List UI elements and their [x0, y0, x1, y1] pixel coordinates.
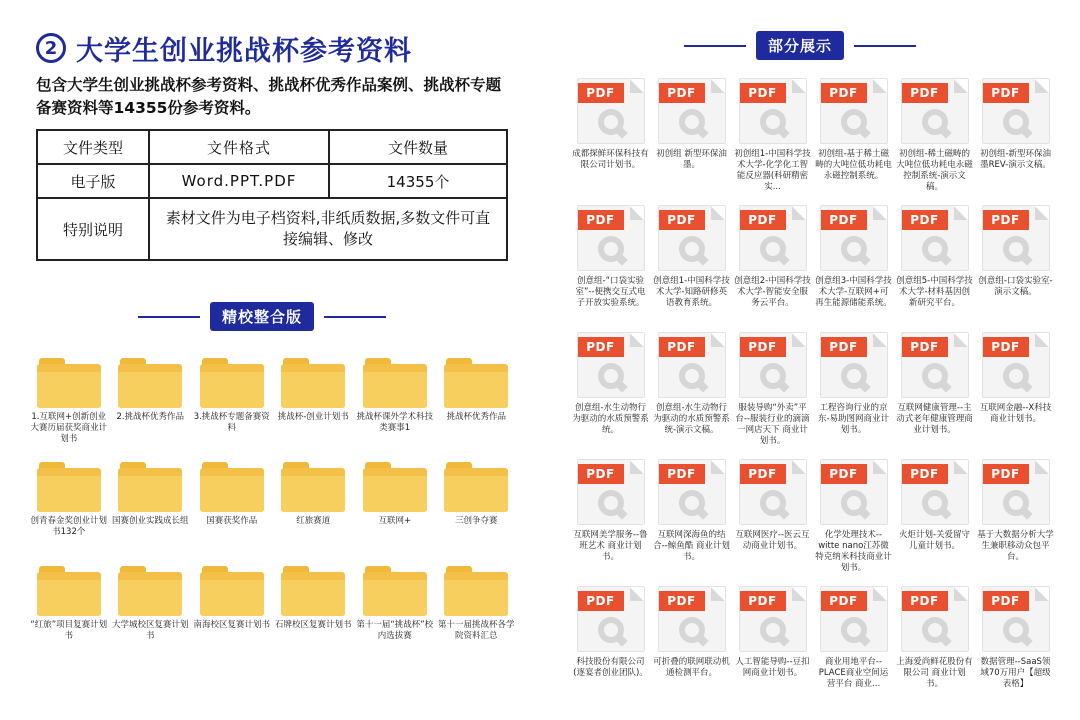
- pdf-file-icon: [982, 586, 1050, 652]
- pdf-badge: PDF: [740, 337, 786, 357]
- folder-icon: [281, 462, 345, 512]
- pdf-document-item[interactable]: [651, 332, 732, 459]
- folder-icon: [118, 358, 182, 408]
- pdf-file-icon: [739, 459, 807, 525]
- pdf-document-label: 创意组3-中国科学技术大学-互联网+可再生能源储能系统。: [815, 276, 892, 308]
- pdf-badge: PDF: [578, 591, 624, 611]
- left-section-label: 精校整合版: [210, 302, 314, 331]
- folder-icon: [444, 462, 508, 512]
- intro-paragraph: 包含大学生创业挑战杯参考资料、挑战杯优秀作品案例、挑战杯专题备赛资料等14355份参考资料。: [36, 76, 502, 117]
- pdf-badge: PDF: [821, 210, 867, 230]
- pdf-document-label: 初创组-新型环保油墨REV-演示文稿。: [979, 149, 1052, 170]
- pdf-badge: PDF: [659, 83, 705, 103]
- folder-label: 第十一届挑战杯各学院资料汇总: [437, 620, 515, 641]
- folder-item[interactable]: [191, 462, 273, 566]
- pdf-document-label: 初创组 新型环保油墨。: [656, 149, 727, 170]
- pdf-document-label: 人工智能导购--豆扣网商业计划书。: [735, 657, 810, 678]
- pdf-document-label: 工程咨询行业的京东-易助图网商业计划书。: [817, 403, 890, 435]
- pdf-document-item[interactable]: [894, 332, 975, 459]
- pdf-document-item[interactable]: [975, 78, 1056, 205]
- pdf-document-item[interactable]: [651, 459, 732, 586]
- folder-label: 挑战杯课外学术科技类赛事1: [356, 412, 433, 433]
- pdf-document-item[interactable]: [894, 205, 975, 332]
- pdf-document-label: 成都探鲜环保科技有限公司计划书。: [572, 149, 649, 170]
- divider-line: [138, 316, 200, 318]
- pdf-badge: PDF: [659, 591, 705, 611]
- table-cell-format: Word.PPT.PDF: [149, 164, 329, 198]
- pdf-document-label: 上海爱尚鲜花股份有限公司 商业计划书。: [896, 657, 973, 689]
- pdf-file-icon: [820, 332, 888, 398]
- pdf-document-item[interactable]: [975, 332, 1056, 459]
- folder-label: 三创争夺赛: [454, 516, 498, 526]
- pdf-badge: PDF: [578, 210, 624, 230]
- pdf-file-icon: [820, 78, 888, 144]
- pdf-file-icon: [820, 586, 888, 652]
- pdf-document-label: 火炬计划-关爱留守儿童计划书。: [898, 530, 971, 551]
- pdf-document-label: 互联网美学服务--鲁班艺术 商业计划书。: [573, 530, 648, 562]
- pdf-file-icon: [577, 205, 645, 271]
- pdf-badge: PDF: [740, 591, 786, 611]
- folder-item[interactable]: [110, 566, 192, 670]
- pdf-file-icon: [577, 586, 645, 652]
- folder-item[interactable]: [273, 566, 355, 670]
- pdf-document-label: 创意组-水生动物行为驱动的水质预警系统-演示文稿。: [653, 403, 730, 435]
- pdf-document-label: 互联网金融--X科技 商业计划书。: [979, 403, 1052, 424]
- pdf-document-label: 服装导购“外卖”平台--服装行业的滴滴一网店天下 商业计划书。: [735, 403, 810, 446]
- pdf-badge: PDF: [821, 337, 867, 357]
- pdf-document-item[interactable]: [894, 586, 975, 713]
- pdf-badge: PDF: [659, 210, 705, 230]
- pdf-document-item[interactable]: [651, 586, 732, 713]
- folder-icon: [37, 462, 101, 512]
- pdf-document-label: 创意组-口袋实验室-演示文稿。: [978, 276, 1053, 297]
- folder-item[interactable]: [273, 358, 355, 462]
- pdf-badge: PDF: [983, 591, 1029, 611]
- folder-item[interactable]: [436, 358, 518, 462]
- folder-item[interactable]: [436, 566, 518, 670]
- pdf-file-icon: [820, 205, 888, 271]
- pdf-badge: PDF: [983, 337, 1029, 357]
- folder-icon: [37, 566, 101, 616]
- folder-label: 国赛获奖作品: [206, 516, 258, 526]
- table-header-cell: 文件类型: [37, 130, 149, 164]
- pdf-badge: PDF: [578, 337, 624, 357]
- pdf-file-icon: [739, 78, 807, 144]
- pdf-badge: PDF: [740, 210, 786, 230]
- folder-icon: [444, 358, 508, 408]
- pdf-document-label: 创意组2-中国科学技术大学-智能安全服务云平台。: [734, 276, 811, 308]
- title-row: [36, 28, 412, 68]
- pdf-document-item[interactable]: [570, 332, 651, 459]
- pdf-file-icon: [982, 205, 1050, 271]
- folder-label: 国赛创业实践成长组: [111, 516, 189, 526]
- folder-label: 挑战杯优秀作品: [446, 412, 506, 422]
- pdf-badge: PDF: [578, 464, 624, 484]
- pdf-file-icon: [658, 78, 726, 144]
- document-grid: [570, 78, 1070, 713]
- pdf-document-item[interactable]: [975, 459, 1056, 586]
- folder-label: 3.挑战杯专题备赛资料: [193, 412, 270, 433]
- pdf-badge: PDF: [902, 337, 948, 357]
- folder-label: 南海校区复赛计划书: [193, 620, 270, 630]
- pdf-document-item[interactable]: [975, 205, 1056, 332]
- pdf-document-item[interactable]: [732, 459, 813, 586]
- pdf-badge: PDF: [902, 591, 948, 611]
- table-header-cell: 文件数量: [329, 130, 507, 164]
- folder-icon: [200, 566, 264, 616]
- folder-label: 挑战杯-创业计划书: [277, 412, 349, 422]
- table-note-row: [37, 198, 507, 260]
- pdf-file-icon: [901, 586, 969, 652]
- pdf-document-label: 创意组-“口袋实验室”--便携交互式电子开放实验系统。: [575, 276, 646, 308]
- pdf-badge: PDF: [902, 464, 948, 484]
- folder-label: 大学城校区复赛计划书: [111, 620, 189, 641]
- table-header-cell: 文件格式: [149, 130, 329, 164]
- pdf-file-icon: [739, 332, 807, 398]
- pdf-document-label: 可折叠的联网联动机通检测平台。: [653, 657, 730, 678]
- pdf-document-item[interactable]: [570, 459, 651, 586]
- pdf-document-item[interactable]: [732, 332, 813, 459]
- pdf-document-item[interactable]: [813, 586, 894, 713]
- pdf-badge: PDF: [740, 464, 786, 484]
- pdf-document-item[interactable]: [813, 332, 894, 459]
- pdf-document-item[interactable]: [651, 78, 732, 205]
- pdf-file-icon: [739, 205, 807, 271]
- pdf-file-icon: [901, 332, 969, 398]
- pdf-file-icon: [901, 459, 969, 525]
- section-number-badge: 2: [36, 33, 66, 63]
- pdf-file-icon: [577, 332, 645, 398]
- folder-icon: [363, 462, 427, 512]
- pdf-document-item[interactable]: [732, 586, 813, 713]
- right-section-label: 部分展示: [756, 31, 844, 60]
- table-header-row: [37, 130, 507, 164]
- pdf-file-icon: [982, 78, 1050, 144]
- pdf-document-item[interactable]: [975, 586, 1056, 713]
- table-cell-type: 电子版: [37, 164, 149, 198]
- pdf-document-label: 科技股份有限公司(逐宴者创业团队)。: [573, 657, 648, 678]
- pdf-document-label: 初创组-基于稀土磁畴的大吨位低功耗电永磁控制系统。: [815, 149, 892, 181]
- pdf-document-item[interactable]: [813, 205, 894, 332]
- folder-label: 互联网+: [378, 516, 412, 526]
- pdf-file-icon: [658, 332, 726, 398]
- pdf-file-icon: [739, 586, 807, 652]
- folder-grid: [28, 358, 518, 670]
- table-note-text: 素材文件为电子档资料,非纸质数据,多数文件可直接编辑、修改: [149, 198, 507, 260]
- folder-item[interactable]: [28, 462, 110, 566]
- divider-line: [324, 316, 386, 318]
- pdf-badge: PDF: [983, 83, 1029, 103]
- pdf-document-item[interactable]: [651, 205, 732, 332]
- folder-item[interactable]: [354, 566, 436, 670]
- pdf-document-item[interactable]: [570, 586, 651, 713]
- pdf-file-icon: [982, 459, 1050, 525]
- pdf-badge: PDF: [740, 83, 786, 103]
- pdf-badge: PDF: [821, 591, 867, 611]
- folder-item[interactable]: [28, 566, 110, 670]
- folder-icon: [281, 358, 345, 408]
- folder-item[interactable]: [354, 358, 436, 462]
- right-section-header: [684, 31, 916, 60]
- pdf-document-item[interactable]: [813, 78, 894, 205]
- left-section-header: [138, 302, 386, 331]
- folder-icon: [363, 358, 427, 408]
- pdf-document-label: 互联网健康管理--主动式老年健康管理商业计划书。: [896, 403, 973, 435]
- pdf-file-icon: [901, 78, 969, 144]
- folder-label: 石牌校区复赛计划书: [274, 620, 352, 630]
- pdf-document-item[interactable]: [732, 78, 813, 205]
- folder-icon: [200, 358, 264, 408]
- pdf-document-label: 创意组5-中国科学技术大学-材料基因创新研究平台。: [896, 276, 973, 308]
- pdf-badge: PDF: [902, 210, 948, 230]
- folder-item[interactable]: [354, 462, 436, 566]
- pdf-badge: PDF: [578, 83, 624, 103]
- pdf-document-label: 创意组1-中国科学技术大学-知路研修英语教育系统。: [653, 276, 730, 308]
- pdf-file-icon: [982, 332, 1050, 398]
- folder-item[interactable]: [436, 462, 518, 566]
- folder-item[interactable]: [110, 358, 192, 462]
- folder-item[interactable]: [28, 358, 110, 462]
- folder-icon: [200, 462, 264, 512]
- pdf-document-label: 互联网深海鱼的结合--鲸鱼酷 商业计划书。: [653, 530, 730, 562]
- pdf-badge: PDF: [983, 464, 1029, 484]
- pdf-document-item[interactable]: [732, 205, 813, 332]
- pdf-file-icon: [658, 205, 726, 271]
- pdf-badge: PDF: [659, 337, 705, 357]
- folder-label: 2.挑战杯优秀作品: [116, 412, 185, 422]
- folder-icon: [444, 566, 508, 616]
- folder-label: 1.互联网+创新创业大赛历届获奖商业计划书: [30, 412, 107, 444]
- folder-icon: [363, 566, 427, 616]
- pdf-document-item[interactable]: [813, 459, 894, 586]
- pdf-document-label: 创意组-水生动物行为驱动的水质预警系统。: [572, 403, 649, 435]
- folder-label: 创青春金奖创业计划书132个: [30, 516, 107, 537]
- pdf-document-item[interactable]: [894, 78, 975, 205]
- table-row: [37, 164, 507, 198]
- pdf-file-icon: [658, 586, 726, 652]
- page-title: 大学生创业挑战杯参考资料: [76, 35, 412, 67]
- pdf-badge: PDF: [902, 83, 948, 103]
- folder-item[interactable]: [191, 358, 273, 462]
- table-cell-count: 14355个: [329, 164, 507, 198]
- pdf-document-label: 数据管理--SaaS领域70万用户【超级表格】: [980, 657, 1051, 689]
- pdf-document-item[interactable]: [894, 459, 975, 586]
- pdf-document-label: 基于大数据分析大学生兼职移动众包平台。: [977, 530, 1054, 562]
- divider-line: [854, 45, 916, 47]
- pdf-document-label: 互联网医疗--医云互动商业计划书。: [735, 530, 810, 551]
- pdf-badge: PDF: [983, 210, 1029, 230]
- pdf-file-icon: [901, 205, 969, 271]
- pdf-document-label: 商业用地平台--PLACE商业空间运营平台 商业...: [818, 657, 889, 689]
- table-note-label: 特别说明: [37, 198, 149, 260]
- divider-line: [684, 45, 746, 47]
- folder-icon: [281, 566, 345, 616]
- folder-label: 红旅赛道: [296, 516, 331, 526]
- folder-item[interactable]: [110, 462, 192, 566]
- info-table: [36, 129, 508, 261]
- pdf-document-item[interactable]: [570, 78, 651, 205]
- pdf-badge: PDF: [821, 83, 867, 103]
- folder-label: 第十一届“挑战杯”校内选拔赛: [356, 620, 434, 641]
- pdf-file-icon: [658, 459, 726, 525]
- pdf-badge: PDF: [821, 464, 867, 484]
- pdf-badge: PDF: [659, 464, 705, 484]
- pdf-file-icon: [577, 459, 645, 525]
- folder-item[interactable]: [191, 566, 273, 670]
- pdf-file-icon: [820, 459, 888, 525]
- pdf-document-label: 初创组1-中国科学技术大学-化学化工智能反应器(科研精密实...: [734, 149, 811, 192]
- folder-item[interactable]: [273, 462, 355, 566]
- folder-icon: [118, 462, 182, 512]
- pdf-file-icon: [577, 78, 645, 144]
- folder-icon: [37, 358, 101, 408]
- folder-label: “红旅”项目复赛计划书: [30, 620, 108, 641]
- pdf-document-label: 初创组-稀土磁畴的大吨位低功耗电永磁控制系统-演示文稿。: [896, 149, 973, 192]
- folder-icon: [118, 566, 182, 616]
- pdf-document-item[interactable]: [570, 205, 651, 332]
- pdf-document-label: 化学处理技术--witte nano江苏微特克纳米科技商业计划书。: [815, 530, 892, 573]
